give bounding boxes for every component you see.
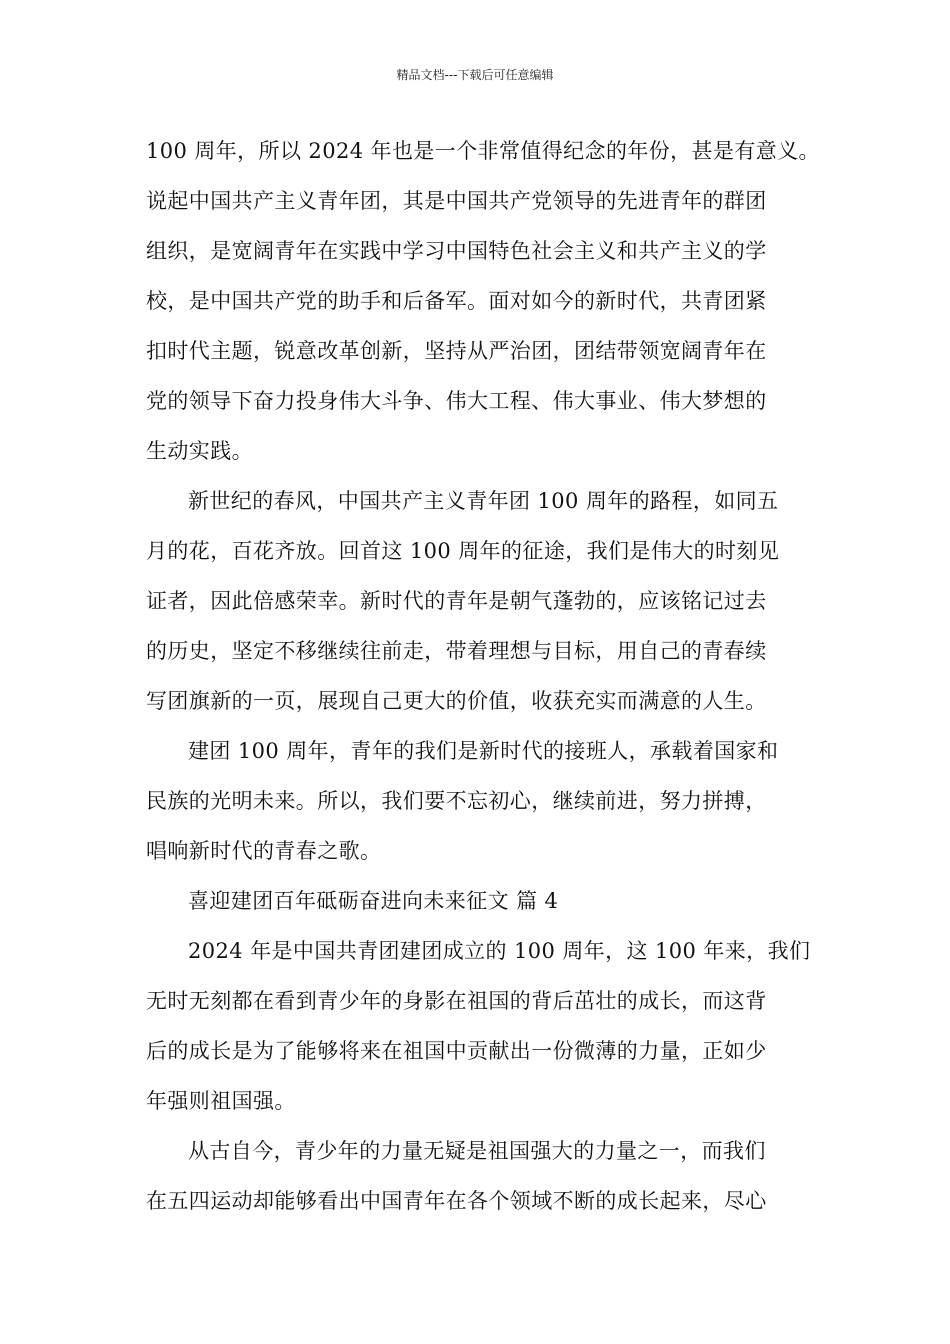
text-line: 年强则祖国强。: [146, 1089, 296, 1113]
page-header: 精品文档---下载后可任意编辑: [396, 68, 554, 82]
text-line: 后的成长是为了能够将来在祖国中贡献出一份微薄的力量，正如少: [146, 1039, 767, 1063]
text-line: 唱响新时代的青春之歌。: [146, 839, 382, 863]
text-line: 新世纪的春风，中国共产主义青年团 100 周年的路程，如同五: [188, 489, 779, 513]
text-line: 民族的光明未来。所以，我们要不忘初心，继续前进，努力拼搏，: [146, 789, 767, 813]
document-body: [146, 126, 820, 1226]
text-line: 从古自今，青少年的力量无疑是祖国强大的力量之一，而我们: [188, 1139, 766, 1163]
text-line: 2024 年是中国共青团建团成立的 100 周年，这 100 年来，我们: [188, 939, 811, 963]
text-line: 月的花，百花齐放。回首这 100 周年的征途，我们是伟大的时刻见: [146, 539, 780, 563]
text-line: 的历史，坚定不移继续往前走，带着理想与目标，用自己的青春续: [146, 639, 767, 663]
text-line: 证者，因此倍感荣幸。新时代的青年是朝气蓬勃的，应该铭记过去: [146, 589, 767, 613]
text-line: 在五四运动却能够看出中国青年在各个领域不断的成长起来，尽心: [146, 1189, 767, 1213]
text-line: 组织，是宽阔青年在实践中学习中国特色社会主义和共产主义的学: [146, 239, 767, 263]
text-line: 生动实践。: [146, 439, 253, 463]
text-line: 扣时代主题，锐意改革创新，坚持从严治团，团结带领宽阔青年在: [146, 339, 767, 363]
text-line: 党的领导下奋力投身伟大斗争、伟大工程、伟大事业、伟大梦想的: [146, 389, 767, 413]
text-line: 无时无刻都在看到青少年的身影在祖国的背后茁壮的成长，而这背: [146, 989, 767, 1013]
text-line: 100 周年，所以 2024 年也是一个非常值得纪念的年份，甚是有意义。: [146, 139, 820, 163]
text-line: 说起中国共产主义青年团，其是中国共产党领导的先进青年的群团: [146, 189, 767, 213]
text-line: 喜迎建团百年砥砺奋进向未来征文 篇 4: [188, 889, 559, 913]
text-line: 建团 100 周年，青年的我们是新时代的接班人，承载着国家和: [188, 739, 779, 763]
text-line: 校，是中国共产党的助手和后备军。面对如今的新时代，共青团紧: [146, 289, 767, 313]
text-line: 写团旗新的一页，展现自己更大的价值，收获充实而满意的人生。: [146, 689, 767, 713]
